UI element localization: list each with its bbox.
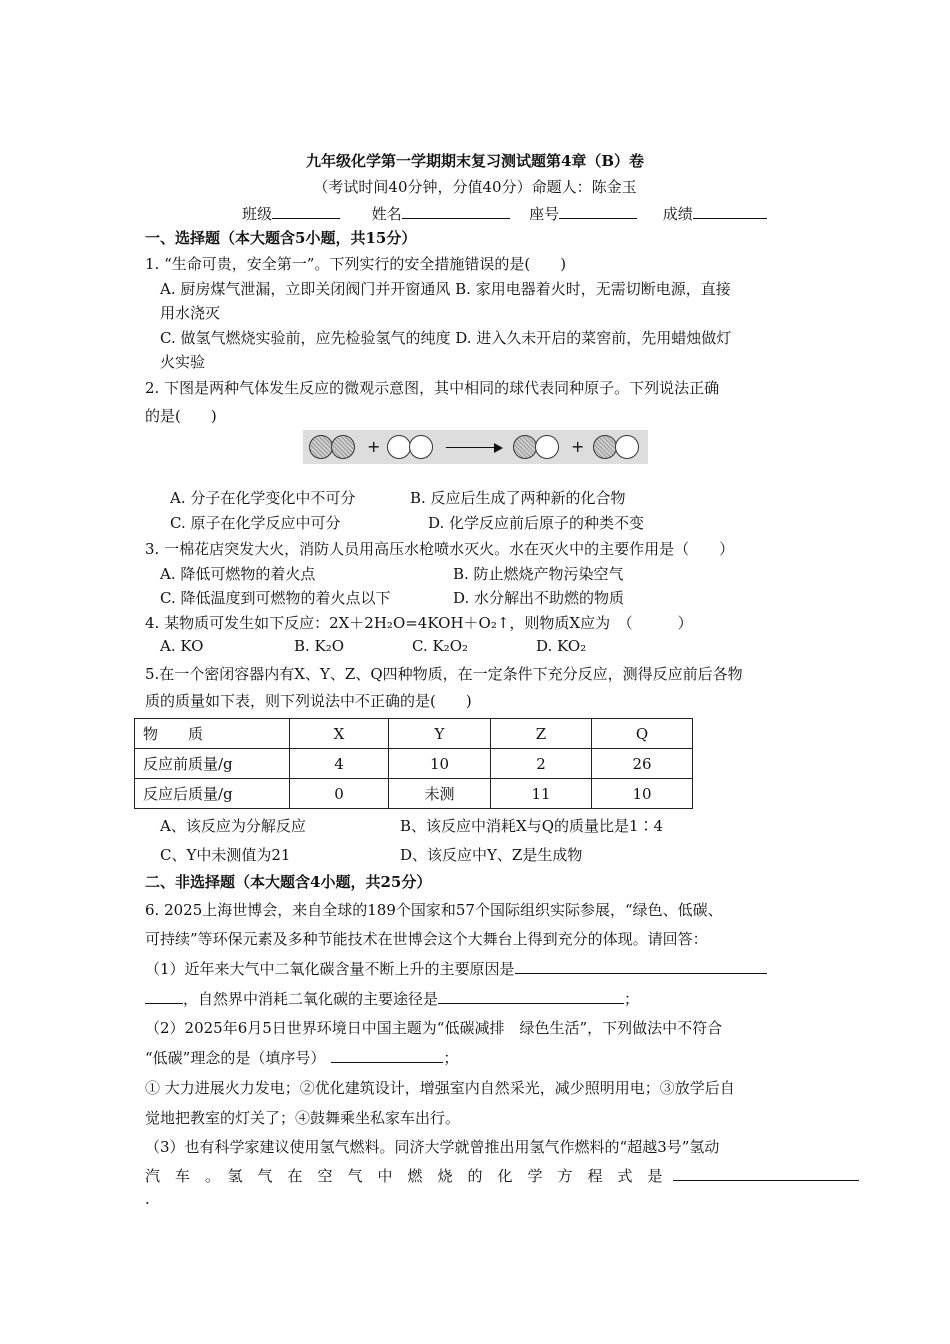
q2-stem: 2. 下图是两种气体发生反应的微观示意图，其中相同的球代表同种原子。下列说法正确 [145, 379, 720, 397]
page-title: 九年级化学第一学期期末复习测试题第4章（B）卷 [305, 152, 645, 170]
table-header-cell: Q [592, 719, 693, 749]
mass-table [134, 718, 693, 809]
table-header-cell: Z [491, 719, 592, 749]
q5-stem: 5.在一个密闭容器内有X、Y、Z、Q四种物质，在一定条件下充分反应，测得反应前后各物 [145, 665, 743, 683]
q6-intro: 6. 2025上海世博会，来自全球的189个国家和57个国际组织实际参展，“绿色、低碳、 [145, 901, 723, 919]
q6-part2-text: “低碳”理念的是（填序号） [145, 1049, 326, 1067]
q6-part3-cont [145, 1165, 859, 1186]
q3-option-d: D. 水分解出不助燃的物质 [453, 589, 625, 607]
reaction-diagram [303, 430, 648, 464]
q6-part1-text2: ，自然界中消耗二氧化碳的主要途径是 [183, 990, 439, 1008]
q6-part2-end: ； [443, 1049, 459, 1067]
field-seat-label: 座号 [529, 205, 560, 223]
q5-option-a: A、该反应为分解反应 [160, 817, 306, 835]
q5-option-b: B、该反应中消耗X与Q的质量比是1∶4 [400, 817, 664, 835]
q6-part1 [145, 958, 767, 979]
q5-stem-cont: 质的质量如下表，则下列说法中不正确的是( ) [145, 692, 472, 710]
shaded-atom [331, 435, 355, 459]
q2-stem-cont: 的是( ) [145, 407, 217, 425]
q5-option-c: C、Y中未测值为21 [160, 846, 291, 864]
table-cell: 4 [290, 749, 389, 779]
field-class-label: 班级 [242, 205, 273, 223]
q1-options-ab: A. 厨房煤气泄漏，立即关闭阀门并开窗通风 B. 家用电器着火时，无需切断电源，直接 [160, 280, 731, 298]
table-header-row [135, 719, 693, 749]
q6-part1-blank2[interactable] [438, 989, 624, 1004]
q6-part2: （2）2025年6月5日世界环境日中国主题为“低碳减排 绿色生活”，下列做法中不符合 [145, 1019, 723, 1037]
q6-part2-options-cont: 觉地把教室的灯关了；④鼓舞乘坐私家车出行。 [145, 1109, 461, 1127]
table-cell: 26 [592, 749, 693, 779]
q6-part2-cont [145, 1047, 458, 1068]
q6-part3: （3）也有科学家建议使用氢气燃料。同济大学就曾推出用氢气作燃料的“超越3号”氢动 [145, 1138, 720, 1156]
q6-intro-cont: 可持续”等环保元素及多种节能技术在世博会这个大舞台上得到充分的体现。请回答： [145, 930, 708, 948]
field-seat-input[interactable] [559, 204, 637, 219]
table-cell: 10 [389, 749, 491, 779]
q3-option-b: B. 防止燃烧产物污染空气 [453, 565, 624, 583]
plus-sign: + [367, 437, 381, 456]
q6-part3-blank[interactable] [673, 1166, 859, 1181]
table-row [135, 779, 693, 809]
q2-option-c: C. 原子在化学反应中可分 [170, 514, 341, 532]
table-header-cell: X [290, 719, 389, 749]
q6-part1-text: （1）近年来大气中二氧化碳含量不断上升的主要原因是 [145, 960, 515, 978]
q6-part3-end: . [145, 1190, 150, 1208]
white-atom [535, 435, 559, 459]
table-cell: 反应前质量/g [135, 749, 290, 779]
arrowhead-icon [494, 443, 503, 453]
q6-part2-blank[interactable] [331, 1048, 443, 1063]
white-atom [387, 435, 411, 459]
field-name-label: 姓名 [371, 205, 402, 223]
q1-options-cd: C. 做氢气燃烧实验前，应先检验氢气的纯度 D. 进入久未开启的菜窖前，先用蜡烛做灯 [160, 329, 732, 347]
shaded-atom [309, 435, 333, 459]
q1-options-ab-cont: 用水浇灭 [160, 304, 221, 322]
white-atom [409, 435, 433, 459]
q2-option-d: D. 化学反应前后原子的种类不变 [428, 514, 645, 532]
table-cell: 0 [290, 779, 389, 809]
table-cell: 11 [491, 779, 592, 809]
q1-options-cd-cont: 火实验 [160, 353, 206, 371]
table-header-cell: 物 质 [135, 719, 290, 749]
table-header-cell: Y [389, 719, 491, 749]
q3-stem: 3. 一棉花店突发大火，消防人员用高压水枪喷水灭火。水在灭火中的主要作用是（ ） [145, 540, 735, 558]
q2-option-a: A. 分子在化学变化中不可分 [170, 489, 356, 507]
table-cell: 2 [491, 749, 592, 779]
white-atom [615, 435, 639, 459]
q1-stem: 1. “生命可贵，安全第一”。下列实行的安全措施错误的是( ) [145, 255, 567, 273]
q4-option-d: D. KO₂ [536, 637, 587, 655]
plus-sign: + [571, 437, 585, 456]
reaction-arrow-icon [446, 447, 496, 448]
q3-option-c: C. 降低温度到可燃物的着火点以下 [160, 589, 391, 607]
table-cell: 未测 [389, 779, 491, 809]
q5-option-d: D、该反应中Y、Z是生成物 [400, 846, 583, 864]
field-score-label: 成绩 [662, 205, 693, 223]
q6-part1-cont [145, 988, 639, 1009]
table-row [135, 749, 693, 779]
info-fields [242, 203, 767, 224]
q6-part1-blank[interactable] [515, 959, 767, 974]
q4-stem: 4. 某物质可发生如下反应：2X＋2H₂O=4KOH＋O₂↑，则物质X应为 （ ） [145, 614, 693, 632]
q4-option-c: C. K₂O₂ [412, 637, 469, 655]
section1-heading: 一、选择题（本大题含5小题，共15分） [145, 229, 417, 247]
q4-option-a: A. KO [160, 637, 204, 655]
shaded-atom [513, 435, 537, 459]
field-score-input[interactable] [693, 204, 767, 219]
field-name-input[interactable] [402, 204, 510, 219]
q6-part1-blank-cont[interactable] [145, 989, 183, 1004]
table-cell: 反应后质量/g [135, 779, 290, 809]
shaded-atom [593, 435, 617, 459]
table-cell: 10 [592, 779, 693, 809]
page-subtitle: （考试时间40分钟，分值40分）命题人：陈金玉 [313, 178, 637, 196]
q2-option-b: B. 反应后生成了两种新的化合物 [410, 489, 626, 507]
q6-part3-text: 汽 车 。 氢 气 在 空 气 中 燃 烧 的 化 学 方 程 式 是 [145, 1167, 663, 1185]
q3-option-a: A. 降低可燃物的着火点 [160, 565, 316, 583]
section2-heading: 二、非选择题（本大题含4小题，共25分） [145, 873, 432, 891]
q4-option-b: B. K₂O [294, 637, 345, 655]
q6-part1-end: ； [624, 990, 640, 1008]
field-class-input[interactable] [272, 204, 340, 219]
q6-part2-options: ① 大力进展火力发电；②优化建筑设计，增强室内自然采光，减少照明用电；③放学后自 [145, 1079, 735, 1097]
